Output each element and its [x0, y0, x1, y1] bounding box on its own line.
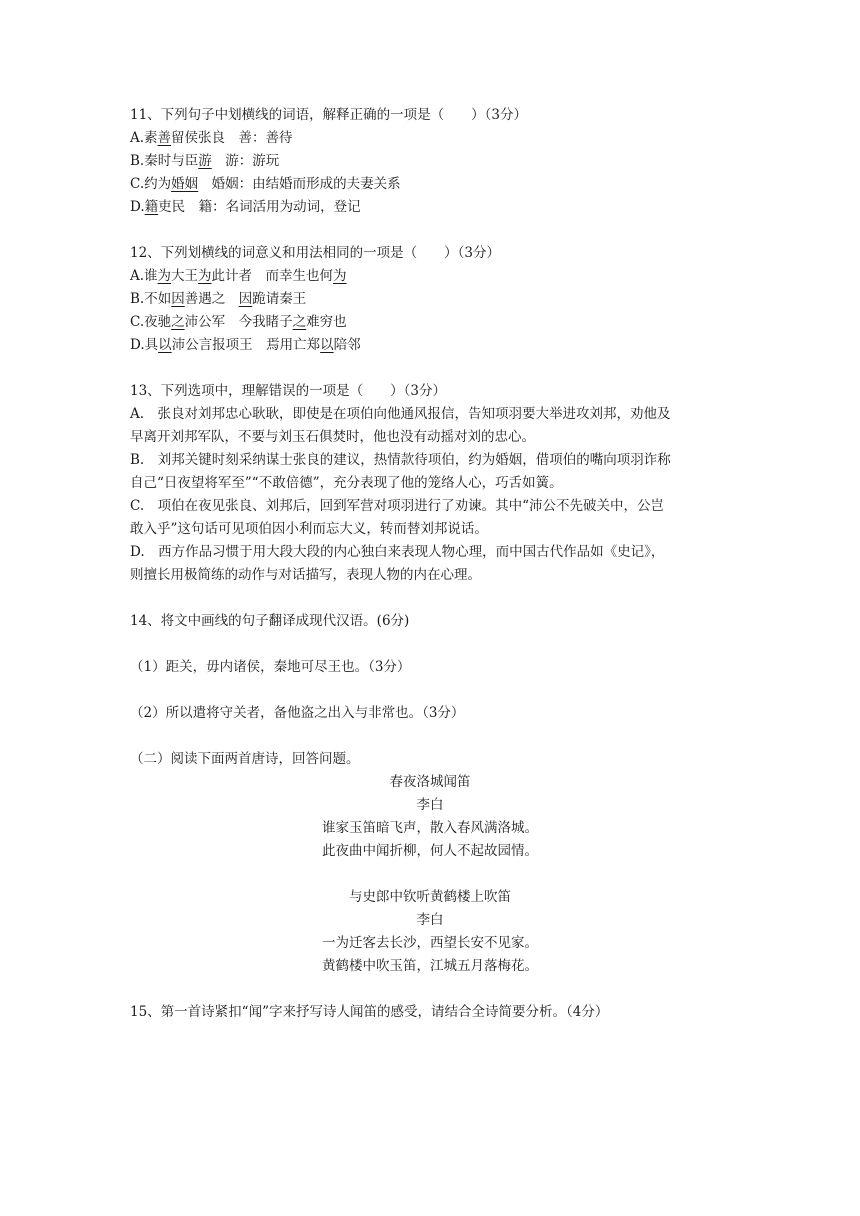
- underlined-word: 以: [320, 337, 334, 353]
- q13-option-c-line2: 敢入乎”这句话可见项伯因小利而忘大义，转而替刘邦说话。: [130, 521, 488, 537]
- underlined-word: 因: [238, 291, 253, 307]
- underlined-word: 之: [292, 314, 307, 330]
- underlined-word: 以: [158, 337, 172, 353]
- poem1-line1: 谁家玉笛暗飞声，散入春风满洛城。: [322, 820, 538, 836]
- section2-intro: （二）阅读下面两首唐诗，回答问题。: [130, 751, 360, 767]
- poem2-line1: 一为迁客去长沙，西望长安不见家。: [322, 935, 538, 951]
- exam-page: [130, 104, 730, 1024]
- q13-option-b-line2: 自己“日夜望将军至”“不敢倍德”，充分表现了他的笼络人心，巧舌如簧。: [130, 475, 563, 491]
- q13-option-d-line1: D. 西方作品习惯于用大段大段的内心独白来表现人物心理，而中国古代作品如《史记》，: [130, 544, 665, 560]
- underlined-word: 善: [157, 130, 172, 146]
- q14-stem: 14、将文中画线的句子翻译成现代汉语。(6分): [130, 613, 410, 629]
- q11-option-a: A.素善留侯张良 善：善待: [130, 130, 293, 146]
- poem1-author: 李白: [416, 797, 444, 813]
- q12-option-d: D.具以沛公言报项王 焉用亡郑以陪邻: [130, 337, 361, 353]
- underlined-word: 游: [198, 153, 212, 169]
- q11-option-b: B.秦时与臣游 游：游玩: [130, 153, 280, 169]
- q13-option-d-line2: 则擅长用极简练的动作与对话描写，表现人物的内在心理。: [130, 567, 481, 583]
- q15-stem: 15、第一首诗紧扣“闻”字来抒写诗人闻笛的感受，请结合全诗简要分析。（4分）: [130, 1004, 609, 1020]
- poem2-title: 与史郎中钦听黄鹤楼上吹笛: [349, 889, 511, 905]
- underlined-word: 籍: [144, 199, 159, 215]
- poem1-title: 春夜洛城闻笛: [389, 774, 471, 790]
- q12-stem: 12、下列划横线的词意义和用法相同的一项是（ ）（3分）: [130, 245, 501, 261]
- q11-option-d: D.籍吏民 籍：名词活用为动词，登记: [130, 199, 361, 215]
- underlined-word: 为: [157, 268, 172, 284]
- q13-option-b-line1: B. 刘邦关键时刻采纳谋士张良的建议，热情款待项伯，约为婚姻，借项伯的嘴向项羽诈称: [130, 452, 671, 468]
- q14-sentence-2: （2）所以遣将守关者，备他盗之出入与非常也。（3分）: [130, 705, 465, 721]
- q13-option-a-line2: 早离开刘邦军队，不要与刘玉石俱焚时，他也没有动摇对刘的忠心。: [130, 429, 535, 445]
- q13-option-c-line1: C. 项伯在夜见张良、刘邦后，回到军营对项羽进行了劝谏。其中“沛公不先破关中，公岂: [130, 498, 665, 514]
- poem2-line2: 黄鹤楼中吹玉笛，江城五月落梅花。: [322, 958, 538, 974]
- q12-option-c: C.夜驰之沛公军 今我睹子之难穷也: [130, 314, 347, 330]
- underlined-word: 之: [171, 314, 185, 330]
- poem2-author: 李白: [416, 912, 444, 928]
- underlined-word: 婚姻: [171, 176, 199, 192]
- q13-stem: 13、下列选项中，理解错误的一项是（ ）（3分）: [130, 383, 447, 399]
- q14-sentence-1: （1）距关，毋内诸侯，秦地可尽王也。（3分）: [130, 659, 411, 675]
- underlined-word: 因: [171, 291, 185, 307]
- q12-option-a: A.谁为大王为此计者 而幸生也何为: [130, 268, 347, 284]
- q13-option-a-line1: A. 张良对刘邦忠心耿耿，即使是在项伯向他通风报信，告知项羽要大举进攻刘邦，劝他及: [130, 406, 671, 422]
- q12-option-b: B.不如因善遇之 因跪请秦王: [130, 291, 307, 307]
- underlined-word: 为: [333, 268, 347, 284]
- q11-stem: 11、下列句子中划横线的词语，解释正确的一项是（ ）（3分）: [130, 107, 528, 123]
- q11-option-c: C.约为婚姻 婚姻：由结婚而形成的夫妻关系: [130, 176, 401, 192]
- poem1-line2: 此夜曲中闻折柳，何人不起故园情。: [322, 843, 538, 859]
- underlined-word: 为: [198, 268, 212, 284]
